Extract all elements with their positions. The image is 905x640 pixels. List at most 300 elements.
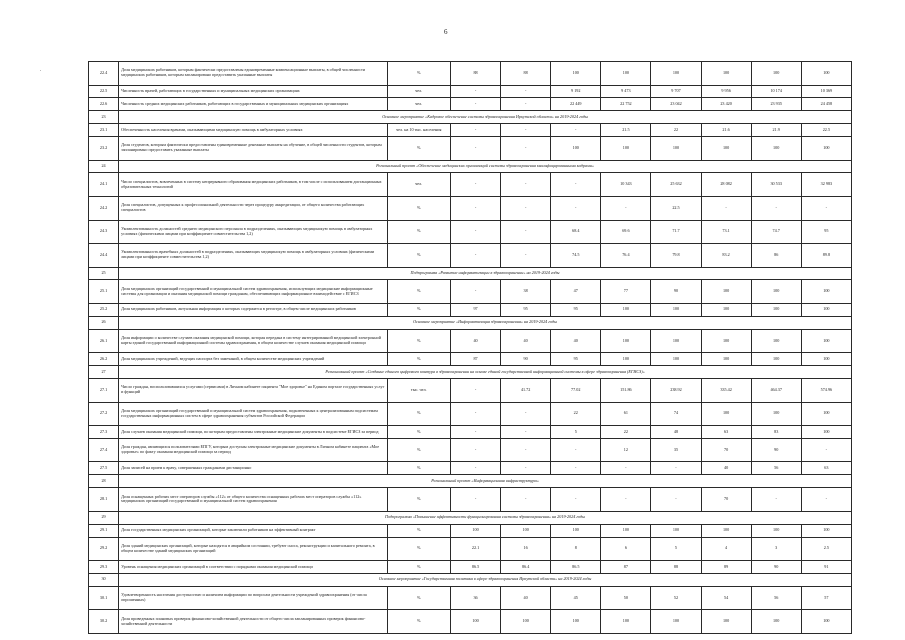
value-cell: 100 xyxy=(751,353,801,366)
value-cell: 100 xyxy=(551,62,601,86)
row-number: 27.5 xyxy=(89,462,119,475)
section-title: Основное мероприятие «Государственная политика в сфере здравоохранения Иркутской области» на 2019-2024 годы xyxy=(119,573,852,586)
value-cell: 100 xyxy=(751,329,801,353)
value-cell: 5 xyxy=(551,426,601,439)
value-cell: - xyxy=(450,173,500,197)
table-row xyxy=(89,488,852,512)
row-number: 25 xyxy=(89,267,119,280)
table-row xyxy=(89,280,852,304)
page-number: 6 xyxy=(444,28,448,36)
value-cell: 86.5 xyxy=(551,561,601,574)
value-cell: 40 xyxy=(701,462,751,475)
value-cell: 95 xyxy=(501,303,551,316)
value-cell: 56 xyxy=(751,586,801,610)
indicator-name: Доля медицинских работников, актуальная информация о которых содержится в регистре, в общем числе медицинских работников xyxy=(119,303,387,316)
value-cell: 100 xyxy=(751,524,801,537)
value-cell: - xyxy=(450,196,500,220)
unit-cell: % xyxy=(387,537,450,561)
value-cell: 100 xyxy=(701,610,751,634)
value-cell: - xyxy=(601,196,651,220)
value-cell: 63 xyxy=(801,462,851,475)
table-row xyxy=(89,173,852,197)
value-cell: 87 xyxy=(601,561,651,574)
value-cell: 23 042 xyxy=(651,98,701,111)
value-cell: 100 xyxy=(801,524,851,537)
unit-cell: % xyxy=(387,561,450,574)
value-cell: - xyxy=(450,488,500,512)
value-cell: 48 xyxy=(651,426,701,439)
table-row xyxy=(89,137,852,161)
value-cell: 23 420 xyxy=(701,98,751,111)
section-title: Региональный проект «Информационная инфраструктура» xyxy=(119,475,852,488)
value-cell: 86 xyxy=(751,244,801,268)
value-cell: 100 xyxy=(651,329,701,353)
value-cell: - xyxy=(501,196,551,220)
value-cell: 83 xyxy=(751,426,801,439)
value-cell: 100 xyxy=(601,524,651,537)
value-cell: 100 xyxy=(701,62,751,86)
value-cell: 100 xyxy=(801,303,851,316)
scan-mark xyxy=(40,70,41,71)
unit-cell: % xyxy=(387,586,450,610)
section-row xyxy=(89,267,852,280)
value-cell: 100 xyxy=(601,62,651,86)
value-cell: - xyxy=(501,402,551,426)
value-cell: 10 369 xyxy=(801,85,851,98)
value-cell: - xyxy=(501,98,551,111)
value-cell: 100 xyxy=(651,610,701,634)
table-row xyxy=(89,220,852,244)
row-number: 30.2 xyxy=(89,610,119,634)
value-cell: 16 xyxy=(501,537,551,561)
value-cell: - xyxy=(450,220,500,244)
value-cell: 100 xyxy=(801,402,851,426)
section-row xyxy=(89,511,852,524)
value-cell: 22 xyxy=(651,124,701,137)
value-cell: 9 707 xyxy=(651,85,701,98)
value-cell: 77.02 xyxy=(551,379,601,403)
value-cell: 22 449 xyxy=(551,98,601,111)
value-cell: - xyxy=(801,438,851,462)
table-row xyxy=(89,85,852,98)
indicator-name: Доля случаев оказания медицинской помощи, по которым предоставлены электронные медицинские документы в подсистеме ЕГИСЗ за период xyxy=(119,426,387,439)
value-cell: 100 xyxy=(801,280,851,304)
value-cell: 22 752 xyxy=(601,98,651,111)
value-cell: 83.2 xyxy=(701,244,751,268)
value-cell: 9 473 xyxy=(601,85,651,98)
value-cell: 151.86 xyxy=(601,379,651,403)
unit-cell: % xyxy=(387,137,450,161)
unit-cell: % xyxy=(387,244,450,268)
table-row xyxy=(89,196,852,220)
value-cell: - xyxy=(501,488,551,512)
value-cell: 9 956 xyxy=(701,85,751,98)
table-row xyxy=(89,586,852,610)
row-number: 27.1 xyxy=(89,379,119,403)
row-number: 24.1 xyxy=(89,173,119,197)
section-title: Основное мероприятие «Информатизация здравоохранения» на 2019-2024 годы xyxy=(119,316,852,329)
indicator-name: Доля медицинских организаций государственной и муниципальной систем здравоохранения, подключенных к централизованным подсистемам государственных информационных систем в сфере здравоохранения субъектов Российской Федерации xyxy=(119,402,387,426)
value-cell: - xyxy=(450,462,500,475)
value-cell: 88 xyxy=(651,561,701,574)
value-cell: 56 xyxy=(751,462,801,475)
value-cell: 100 xyxy=(601,329,651,353)
value-cell: 95 xyxy=(551,353,601,366)
row-number: 24.2 xyxy=(89,196,119,220)
unit-cell: % xyxy=(387,220,450,244)
value-cell: 2.5 xyxy=(801,537,851,561)
value-cell: 35 xyxy=(651,438,701,462)
row-number: 29.1 xyxy=(89,524,119,537)
unit-cell: % xyxy=(387,196,450,220)
value-cell: 100 xyxy=(551,137,601,161)
value-cell: 89.8 xyxy=(801,244,851,268)
unit-cell: % xyxy=(387,462,450,475)
value-cell: 91 xyxy=(801,561,851,574)
value-cell: - xyxy=(751,196,801,220)
table-row xyxy=(89,62,852,86)
value-cell: 90 xyxy=(751,438,801,462)
value-cell: - xyxy=(450,438,500,462)
value-cell: 100 xyxy=(751,610,801,634)
value-cell: 54 xyxy=(701,586,751,610)
value-cell: - xyxy=(501,438,551,462)
value-cell: 12 xyxy=(601,438,651,462)
value-cell: - xyxy=(450,379,500,403)
value-cell: - xyxy=(551,438,601,462)
table-row xyxy=(89,353,852,366)
value-cell: - xyxy=(651,488,701,512)
value-cell: 86.4 xyxy=(501,561,551,574)
value-cell: - xyxy=(501,85,551,98)
unit-cell: % xyxy=(387,524,450,537)
section-row xyxy=(89,366,852,379)
value-cell: - xyxy=(450,426,500,439)
value-cell: 100 xyxy=(701,353,751,366)
value-cell: 70 xyxy=(701,438,751,462)
unit-cell: % xyxy=(387,353,450,366)
table-row xyxy=(89,124,852,137)
value-cell: 22 xyxy=(551,402,601,426)
value-cell: 4 xyxy=(701,537,751,561)
value-cell: 238.92 xyxy=(651,379,701,403)
indicator-name: Доля медицинских учреждений, ведущих паспорта без замечаний, в общем количестве медицинских учреждений xyxy=(119,353,387,366)
value-cell: 100 xyxy=(651,353,701,366)
value-cell: 25 632 xyxy=(651,173,701,197)
indicator-name: Удовлетворенность населения доступностью и наличием информации по вопросам деятельности учреждений здравоохранения (от числа опрошенных) xyxy=(119,586,387,610)
value-cell: 100 xyxy=(651,62,701,86)
unit-cell: % xyxy=(387,426,450,439)
value-cell: 45 xyxy=(551,586,601,610)
row-number: 28 xyxy=(89,475,119,488)
value-cell: - xyxy=(501,244,551,268)
value-cell: 5 xyxy=(651,537,701,561)
row-number: 24.3 xyxy=(89,220,119,244)
row-number: 27.4 xyxy=(89,438,119,462)
row-number: 30.1 xyxy=(89,586,119,610)
unit-cell: чел. xyxy=(387,85,450,98)
row-number: 27 xyxy=(89,366,119,379)
indicator-name: Укомплектованность должностей среднего медицинского персонала в подразделениях, оказывающих медицинскую помощь в амбулаторных условиях (физическими лицами при коэффициенте совместительства 1,2) xyxy=(119,220,387,244)
row-number: 22.5 xyxy=(89,85,119,98)
value-cell: - xyxy=(501,173,551,197)
value-cell: 30 533 xyxy=(751,173,801,197)
value-cell: 3 xyxy=(751,537,801,561)
section-row xyxy=(89,111,852,124)
value-cell: - xyxy=(450,137,500,161)
indicator-name: Доля информации о количестве случаев оказания медицинской помощи, которая передана в систему интегрированной медицинской электронной карты единой государственной информационной системы здравоохранения, в общем количестве случаев оказания медицинской помощи xyxy=(119,329,387,353)
value-cell: 100 xyxy=(751,137,801,161)
value-cell: 70 xyxy=(701,488,751,512)
value-cell: - xyxy=(601,488,651,512)
value-cell: 574.96 xyxy=(801,379,851,403)
value-cell: 24 458 xyxy=(801,98,851,111)
indicator-name: Доля записей на прием к врачу, совершенных гражданами дистанционно xyxy=(119,462,387,475)
value-cell: 41.72 xyxy=(501,379,551,403)
table-row xyxy=(89,98,852,111)
row-number: 25.2 xyxy=(89,303,119,316)
value-cell: - xyxy=(501,462,551,475)
table-row xyxy=(89,438,852,462)
value-cell: 90 xyxy=(651,280,701,304)
value-cell: 23 935 xyxy=(751,98,801,111)
table-row xyxy=(89,462,852,475)
value-cell: - xyxy=(701,196,751,220)
table-row xyxy=(89,524,852,537)
value-cell: - xyxy=(551,173,601,197)
value-cell: 100 xyxy=(751,402,801,426)
value-cell: - xyxy=(450,244,500,268)
value-cell: 38 xyxy=(501,280,551,304)
table-row xyxy=(89,402,852,426)
value-cell: 74.7 xyxy=(751,220,801,244)
row-number: 25.1 xyxy=(89,280,119,304)
value-cell: 22.5 xyxy=(801,124,851,137)
value-cell: 100 xyxy=(701,137,751,161)
value-cell: - xyxy=(801,488,851,512)
value-cell: 22.1 xyxy=(450,537,500,561)
value-cell: 100 xyxy=(701,303,751,316)
table-row xyxy=(89,329,852,353)
section-row xyxy=(89,573,852,586)
row-number: 27.2 xyxy=(89,402,119,426)
value-cell: 10 174 xyxy=(751,85,801,98)
value-cell: 100 xyxy=(501,610,551,634)
value-cell: 8 xyxy=(551,537,601,561)
value-cell: 88 xyxy=(501,62,551,86)
unit-cell: % xyxy=(387,488,450,512)
value-cell: 89 xyxy=(701,561,751,574)
value-cell: 47 xyxy=(551,280,601,304)
value-cell: - xyxy=(450,98,500,111)
section-title: Региональный проект «Обеспечение медицинских организаций системы здравоохранения квалифицированными кадрами» xyxy=(119,160,852,173)
table-row xyxy=(89,561,852,574)
indicator-name: Численность средних медицинских работников, работающих в государственных и муниципальных медицинских организациях xyxy=(119,98,387,111)
row-number: 26.1 xyxy=(89,329,119,353)
value-cell: 100 xyxy=(601,610,651,634)
value-cell: - xyxy=(501,137,551,161)
indicator-name: Доля медицинских организаций государственной и муниципальной систем здравоохранения, использующих медицинские информационные системы для организации и оказания медицинской помощи гражданам, обеспечивающих информационное взаимодействие с ЕГИСЗ xyxy=(119,280,387,304)
value-cell: 100 xyxy=(801,137,851,161)
indicator-name: Численность врачей, работающих в государственных и муниципальных медицинских организациях xyxy=(119,85,387,98)
indicators-table-body xyxy=(89,62,852,634)
value-cell: 52 xyxy=(651,586,701,610)
value-cell: 40 xyxy=(501,586,551,610)
value-cell: - xyxy=(450,124,500,137)
value-cell: - xyxy=(501,124,551,137)
unit-cell: тыс. чел. xyxy=(387,379,450,403)
unit-cell: чел. xyxy=(387,98,450,111)
table-row xyxy=(89,426,852,439)
value-cell: 90 xyxy=(751,561,801,574)
row-number: 26 xyxy=(89,316,119,329)
section-title: Подпрограмма «Развитие информатизации в здравоохранении» на 2019-2024 годы xyxy=(119,267,852,280)
value-cell: 100 xyxy=(551,524,601,537)
table-row xyxy=(89,379,852,403)
value-cell: - xyxy=(551,462,601,475)
value-cell: 100 xyxy=(701,280,751,304)
unit-cell: % xyxy=(387,610,450,634)
value-cell: - xyxy=(551,124,601,137)
unit-cell: чел. xyxy=(387,173,450,197)
indicator-name: Укомплектованность врачебных должностей в подразделениях, оказывающих медицинскую помощь в амбулаторных условиях (физическими лицами при коэффициенте совместительства 1,2) xyxy=(119,244,387,268)
value-cell: 97 xyxy=(450,303,500,316)
row-number: 24 xyxy=(89,160,119,173)
unit-cell: % xyxy=(387,303,450,316)
value-cell: 71.7 xyxy=(651,220,701,244)
value-cell: 100 xyxy=(501,524,551,537)
value-cell: 100 xyxy=(651,137,701,161)
value-cell: 100 xyxy=(551,610,601,634)
value-cell: 50 xyxy=(601,586,651,610)
indicator-name: Доля специалистов, допущенных к профессиональной деятельности через процедуру аккредитации, от общего количества работающих специалистов xyxy=(119,196,387,220)
section-row xyxy=(89,160,852,173)
row-number: 23 xyxy=(89,111,119,124)
value-cell: 100 xyxy=(450,524,500,537)
row-number: 27.3 xyxy=(89,426,119,439)
table-row xyxy=(89,610,852,634)
value-cell: 69.6 xyxy=(601,220,651,244)
value-cell: 100 xyxy=(751,62,801,86)
value-cell: 21.9 xyxy=(751,124,801,137)
unit-cell: чел. на 10 тыс. населения xyxy=(387,124,450,137)
value-cell: 76.4 xyxy=(601,244,651,268)
unit-cell: % xyxy=(387,402,450,426)
value-cell: 87 xyxy=(450,353,500,366)
value-cell: 100 xyxy=(701,329,751,353)
value-cell: 95 xyxy=(801,220,851,244)
value-cell: 335.42 xyxy=(701,379,751,403)
table-row xyxy=(89,537,852,561)
value-cell: 100 xyxy=(801,610,851,634)
unit-cell: % xyxy=(387,438,450,462)
value-cell: 90 xyxy=(501,353,551,366)
section-row xyxy=(89,475,852,488)
value-cell: 22.5 xyxy=(651,196,701,220)
value-cell: 32 983 xyxy=(801,173,851,197)
value-cell: 100 xyxy=(701,402,751,426)
value-cell: 100 xyxy=(701,524,751,537)
indicator-name: Число специалистов, вовлеченных в систему непрерывного образования медицинских работников, в том числе с использованием дистанционных образовательных технологий xyxy=(119,173,387,197)
value-cell: - xyxy=(801,196,851,220)
value-cell: 100 xyxy=(801,426,851,439)
indicator-name: Доля оснащенных рабочих мест операторов службы «112» от общего количества оснащенных рабочих мест операторов службы «112» медицинских организаций государственной и муниципальной систем здравоохранения xyxy=(119,488,387,512)
value-cell: - xyxy=(601,462,651,475)
value-cell: 36 xyxy=(450,586,500,610)
indicator-name: Доля государственных медицинских организаций, которые заключили работников на эффективный контракт xyxy=(119,524,387,537)
indicator-name: Число граждан, воспользовавшихся услугами (сервисами) в Личном кабинете пациента "Мое здоровье" на Едином портале государственных услуг и функций xyxy=(119,379,387,403)
value-cell: - xyxy=(450,85,500,98)
row-number: 22.6 xyxy=(89,98,119,111)
value-cell: - xyxy=(551,488,601,512)
value-cell: 73.1 xyxy=(701,220,751,244)
value-cell: - xyxy=(501,426,551,439)
value-cell: 10 343 xyxy=(601,173,651,197)
indicator-name: Обеспеченность населения врачами, оказывающими медицинскую помощь в амбулаторных условиях xyxy=(119,124,387,137)
section-title: Подпрограмма «Повышение эффективности функционирования системы здравоохранения» на 2019-2024 годы xyxy=(119,511,852,524)
value-cell: 88 xyxy=(450,62,500,86)
value-cell: 86.5 xyxy=(450,561,500,574)
table-row xyxy=(89,244,852,268)
value-cell: 9 192 xyxy=(551,85,601,98)
unit-cell: % xyxy=(387,280,450,304)
value-cell: - xyxy=(501,220,551,244)
section-title: Основное мероприятие «Кадровое обеспечение системы здравоохранения Иркутской области» на 2019-2024 годы xyxy=(119,111,852,124)
unit-cell: % xyxy=(387,62,450,86)
value-cell: 100 xyxy=(751,303,801,316)
value-cell: 100 xyxy=(651,524,701,537)
value-cell: - xyxy=(551,196,601,220)
value-cell: 28 082 xyxy=(701,173,751,197)
indicator-name: Доля граждан, являющихся пользователями ЕПГУ, которым доступны электронные медицинские документы в Личном кабинете пациента «Мое здоровье» по факту оказания медицинской помощи за период xyxy=(119,438,387,462)
value-cell: 100 xyxy=(651,303,701,316)
row-number: 23.1 xyxy=(89,124,119,137)
value-cell: 95 xyxy=(551,303,601,316)
value-cell: 100 xyxy=(801,353,851,366)
value-cell: 63 xyxy=(701,426,751,439)
value-cell: 464.37 xyxy=(751,379,801,403)
value-cell: - xyxy=(450,280,500,304)
value-cell: - xyxy=(450,402,500,426)
row-number: 30 xyxy=(89,573,119,586)
value-cell: 79.8 xyxy=(651,244,701,268)
value-cell: - xyxy=(751,488,801,512)
value-cell: 74.5 xyxy=(551,244,601,268)
unit-cell: % xyxy=(387,329,450,353)
value-cell: 40 xyxy=(450,329,500,353)
row-number: 24.4 xyxy=(89,244,119,268)
section-row xyxy=(89,316,852,329)
row-number: 29.3 xyxy=(89,561,119,574)
value-cell: 40 xyxy=(551,329,601,353)
value-cell: 100 xyxy=(601,353,651,366)
value-cell: 100 xyxy=(751,280,801,304)
value-cell: 21.5 xyxy=(601,124,651,137)
indicator-name: Доля студентов, которым фактически предоставлены единовременные денежные выплаты на обучение, в общей численности студентов, которым запланировано предоставить указанные выплаты xyxy=(119,137,387,161)
table-row xyxy=(89,303,852,316)
row-number: 29.2 xyxy=(89,537,119,561)
value-cell: 68.4 xyxy=(551,220,601,244)
value-cell: 6 xyxy=(601,537,651,561)
value-cell: 100 xyxy=(801,329,851,353)
row-number: 23.2 xyxy=(89,137,119,161)
indicator-name: Доля медицинских работников, которым фактически предоставлены единовременные компенсационные выплаты, в общей численности медицинских работников, которым запланировано предоставить указанные выплаты xyxy=(119,62,387,86)
indicator-name: Уровень оснащения медицинских организаций в соответствии с порядками оказания медицинской помощи xyxy=(119,561,387,574)
value-cell: 21.6 xyxy=(701,124,751,137)
value-cell: 57 xyxy=(801,586,851,610)
indicator-name: Доля зданий медицинских организаций, которые находятся в аварийном состоянии, требуют сноса, реконструкции и капитального ремонта, в общем количестве зданий медицинских организаций xyxy=(119,537,387,561)
row-number: 28.1 xyxy=(89,488,119,512)
